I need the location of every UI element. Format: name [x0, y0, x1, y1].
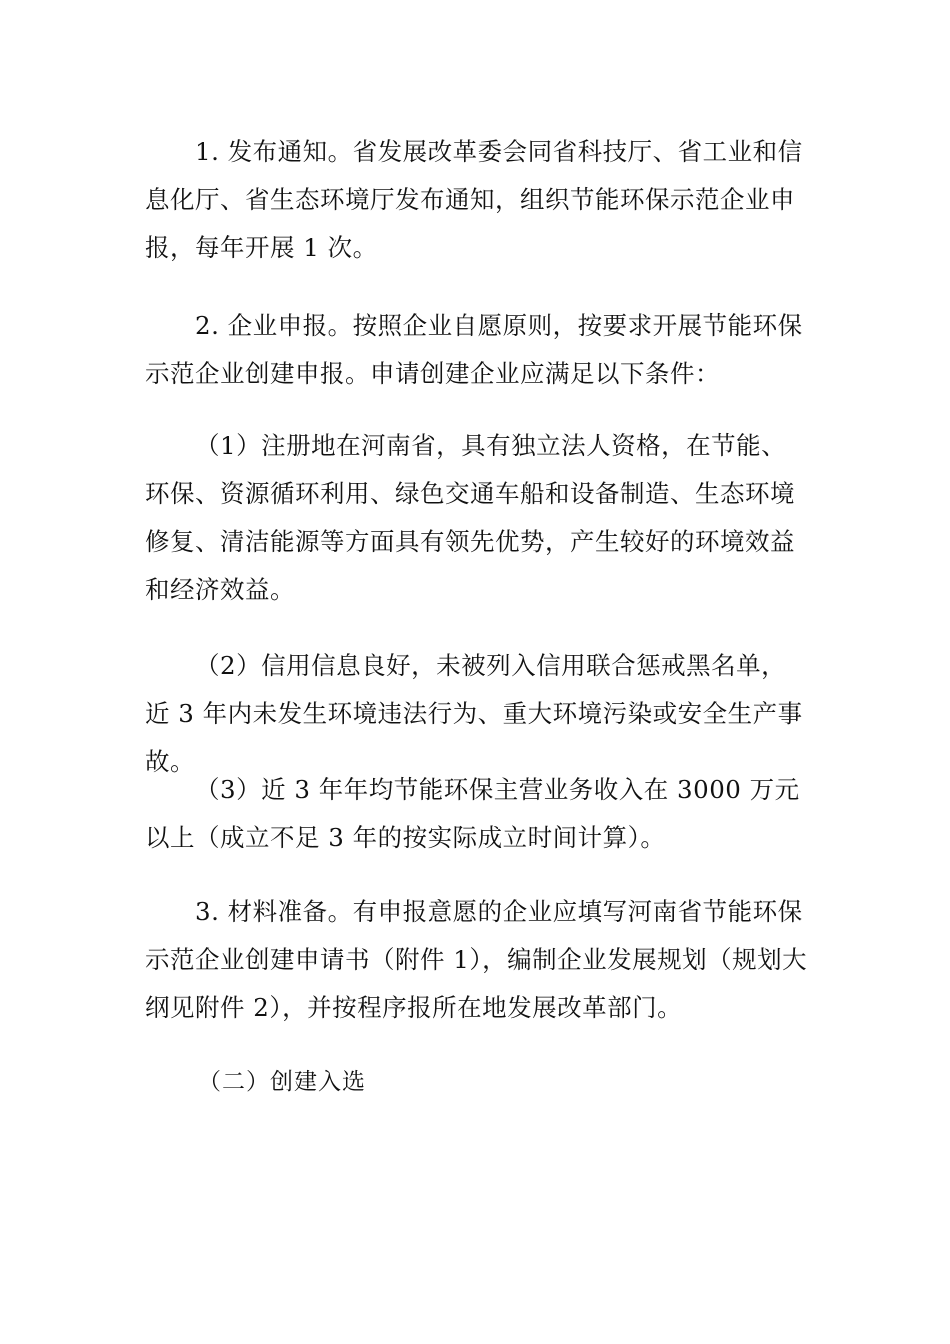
paragraph-condition-3: （3）近 3 年年均节能环保主营业务收入在 3000 万元以上（成立不足 3 年的按实际成立时间计算）。: [145, 775, 800, 852]
paragraph-material-preparation: 3. 材料准备。有申报意愿的企业应填写河南省节能环保示范企业创建申请书（附件 1），编制企业发展规划（规划大纲见附件 2），并按程序报所在地发展改革部门。: [145, 897, 808, 1022]
paragraph-enterprise-application: 2. 企业申报。按照企业自愿原则，按要求开展节能环保示范企业创建申报。申请创建企业应满足以下条件：: [145, 311, 803, 388]
paragraph-publish-notice: 1. 发布通知。省发展改革委会同省科技厅、省工业和信息化厅、省生态环境厅发布通知，组织节能环保示范企业申报，每年开展 1 次。: [145, 137, 803, 262]
paragraph-condition-1: （1）注册地在河南省，具有独立法人资格，在节能、环保、资源循环利用、绿色交通车船和设备制造、生态环境修复、清洁能源等方面具有领先优势，产生较好的环境效益和经济效益。: [145, 431, 795, 604]
section-subheading: （二）创建入选: [198, 1069, 366, 1095]
paragraph-condition-2: （2）信用信息良好，未被列入信用联合惩戒黑名单，近 3 年内未发生环境违法行为、重大环境污染或安全生产事故。: [145, 651, 803, 776]
